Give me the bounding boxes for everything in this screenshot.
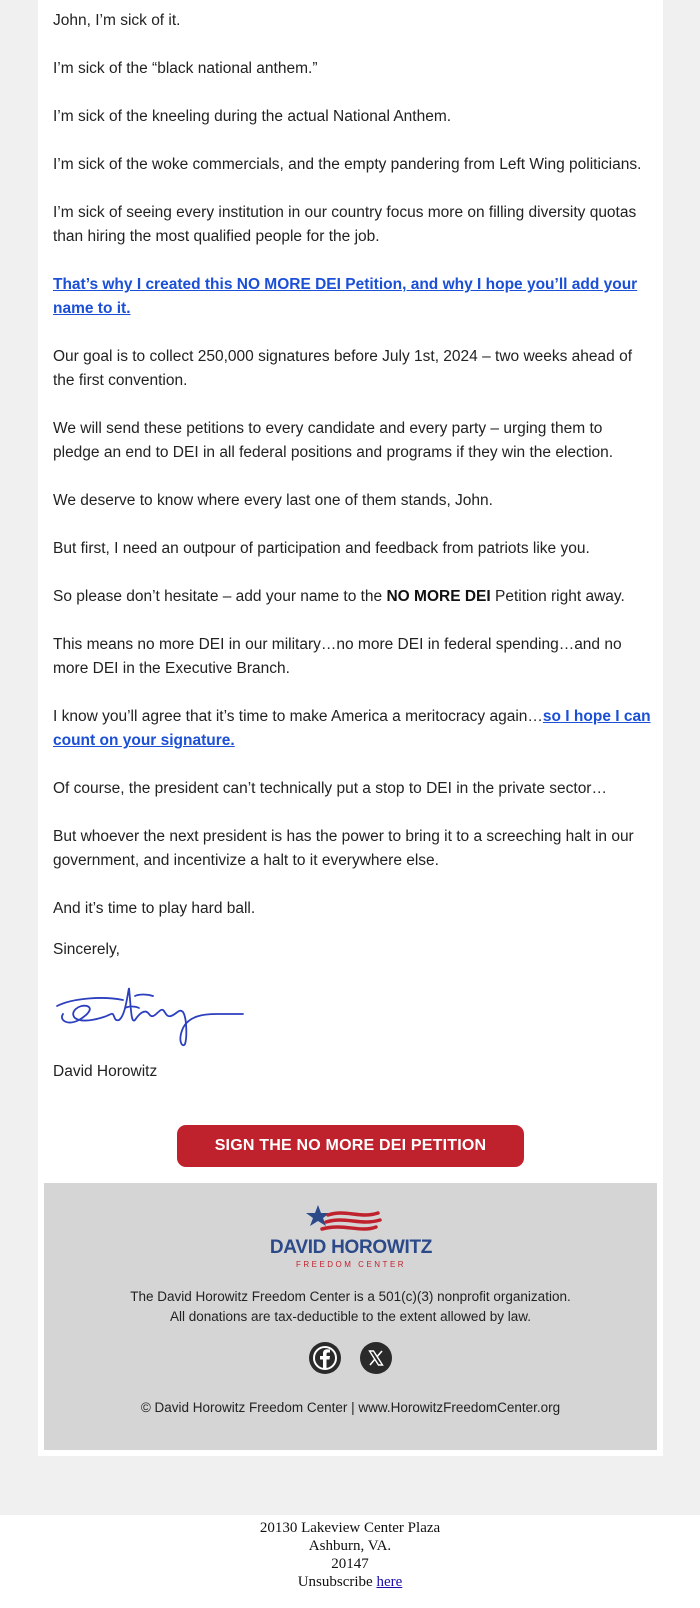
paragraph: We deserve to know where every last one of them stands, John. [53, 492, 493, 509]
mailing-address [0, 1515, 700, 1608]
closing: Sincerely, [53, 941, 120, 958]
paragraph: I’m sick of the kneeling during the actual National Anthem. [53, 108, 452, 125]
freedom-center-logo[interactable] [256, 1203, 446, 1269]
facebook-icon[interactable] [309, 1342, 341, 1374]
paragraph [53, 273, 653, 321]
emphasis-text: NO MORE DEI [386, 588, 491, 605]
sign-petition-button[interactable]: SIGN THE NO MORE DEI PETITION [177, 1125, 524, 1167]
social-links [44, 1342, 657, 1374]
logo-subtitle: FREEDOM CENTER [295, 1260, 407, 1269]
address-line: 20130 Lakeview Center Plaza [259, 1520, 441, 1536]
signer-name: David Horowitz [53, 1063, 158, 1080]
letter-body [53, 0, 653, 1108]
paragraph-text: Petition right away. [490, 588, 625, 605]
unsubscribe-link[interactable]: here [376, 1574, 403, 1590]
paragraph: And it’s time to play hard ball. [53, 900, 256, 917]
paragraph [53, 585, 653, 609]
address-line: 20147 [331, 1556, 369, 1572]
address-line: Ashburn, VA. [308, 1538, 392, 1554]
legal-line: The David Horowitz Freedom Center is a 501(c)(3) nonprofit organization. [130, 1289, 571, 1304]
copyright-text: © David Horowitz Freedom Center | www.HorowitzFreedomCenter.org [140, 1400, 561, 1415]
x-icon[interactable] [360, 1342, 392, 1374]
paragraph: But whoever the next president is has the power to bring it to a screeching halt in our government, and incentivize a halt to it everywhere else. [53, 828, 634, 869]
paragraph: We will send these petitions to every candidate and every party – urging them to pledge an end to DEI in all federal positions and programs if they win the election. [53, 420, 614, 461]
footer [44, 1183, 657, 1450]
paragraph: Our goal is to collect 250,000 signatures before July 1st, 2024 – two weeks ahead of the first convention. [53, 348, 633, 389]
paragraph [53, 705, 653, 753]
cta-container [38, 1125, 663, 1167]
paragraph: I’m sick of the “black national anthem.” [53, 60, 318, 77]
flag-star-icon [256, 1203, 446, 1237]
paragraph: John, I’m sick of it. [53, 12, 181, 29]
paragraph: I’m sick of seeing every institution in our country focus more on filling diversity quotas than hiring the most qualified people for the job. [53, 204, 637, 245]
paragraph: Of course, the president can’t technically put a stop to DEI in the private sector… [53, 780, 607, 797]
signature-link[interactable]: so I hope I can count on your signature. [53, 708, 651, 749]
unsubscribe-text: Unsubscribe [297, 1574, 377, 1590]
petition-link[interactable]: That’s why I created this NO MORE DEI Petition, and why I hope you’ll add your name to it. [53, 276, 638, 317]
paragraph: But first, I need an outpour of participation and feedback from patriots like you. [53, 540, 590, 557]
email-card [38, 0, 663, 1456]
paragraph-text: I know you’ll agree that it’s time to make America a meritocracy again… [53, 708, 543, 725]
logo-title: DAVID HOROWITZ [269, 1237, 433, 1258]
signature-image [53, 968, 653, 1058]
paragraph: This means no more DEI in our military…no more DEI in federal spending…and no more DEI in the Executive Branch. [53, 636, 622, 677]
legal-line: All donations are tax-deductible to the extent allowed by law. [170, 1309, 531, 1324]
unsubscribe-line [0, 1573, 700, 1591]
legal-text [44, 1287, 657, 1327]
paragraph-text: So please don’t hesitate – add your name to the [53, 588, 387, 605]
paragraph: I’m sick of the woke commercials, and the empty pandering from Left Wing politicians. [53, 156, 642, 173]
